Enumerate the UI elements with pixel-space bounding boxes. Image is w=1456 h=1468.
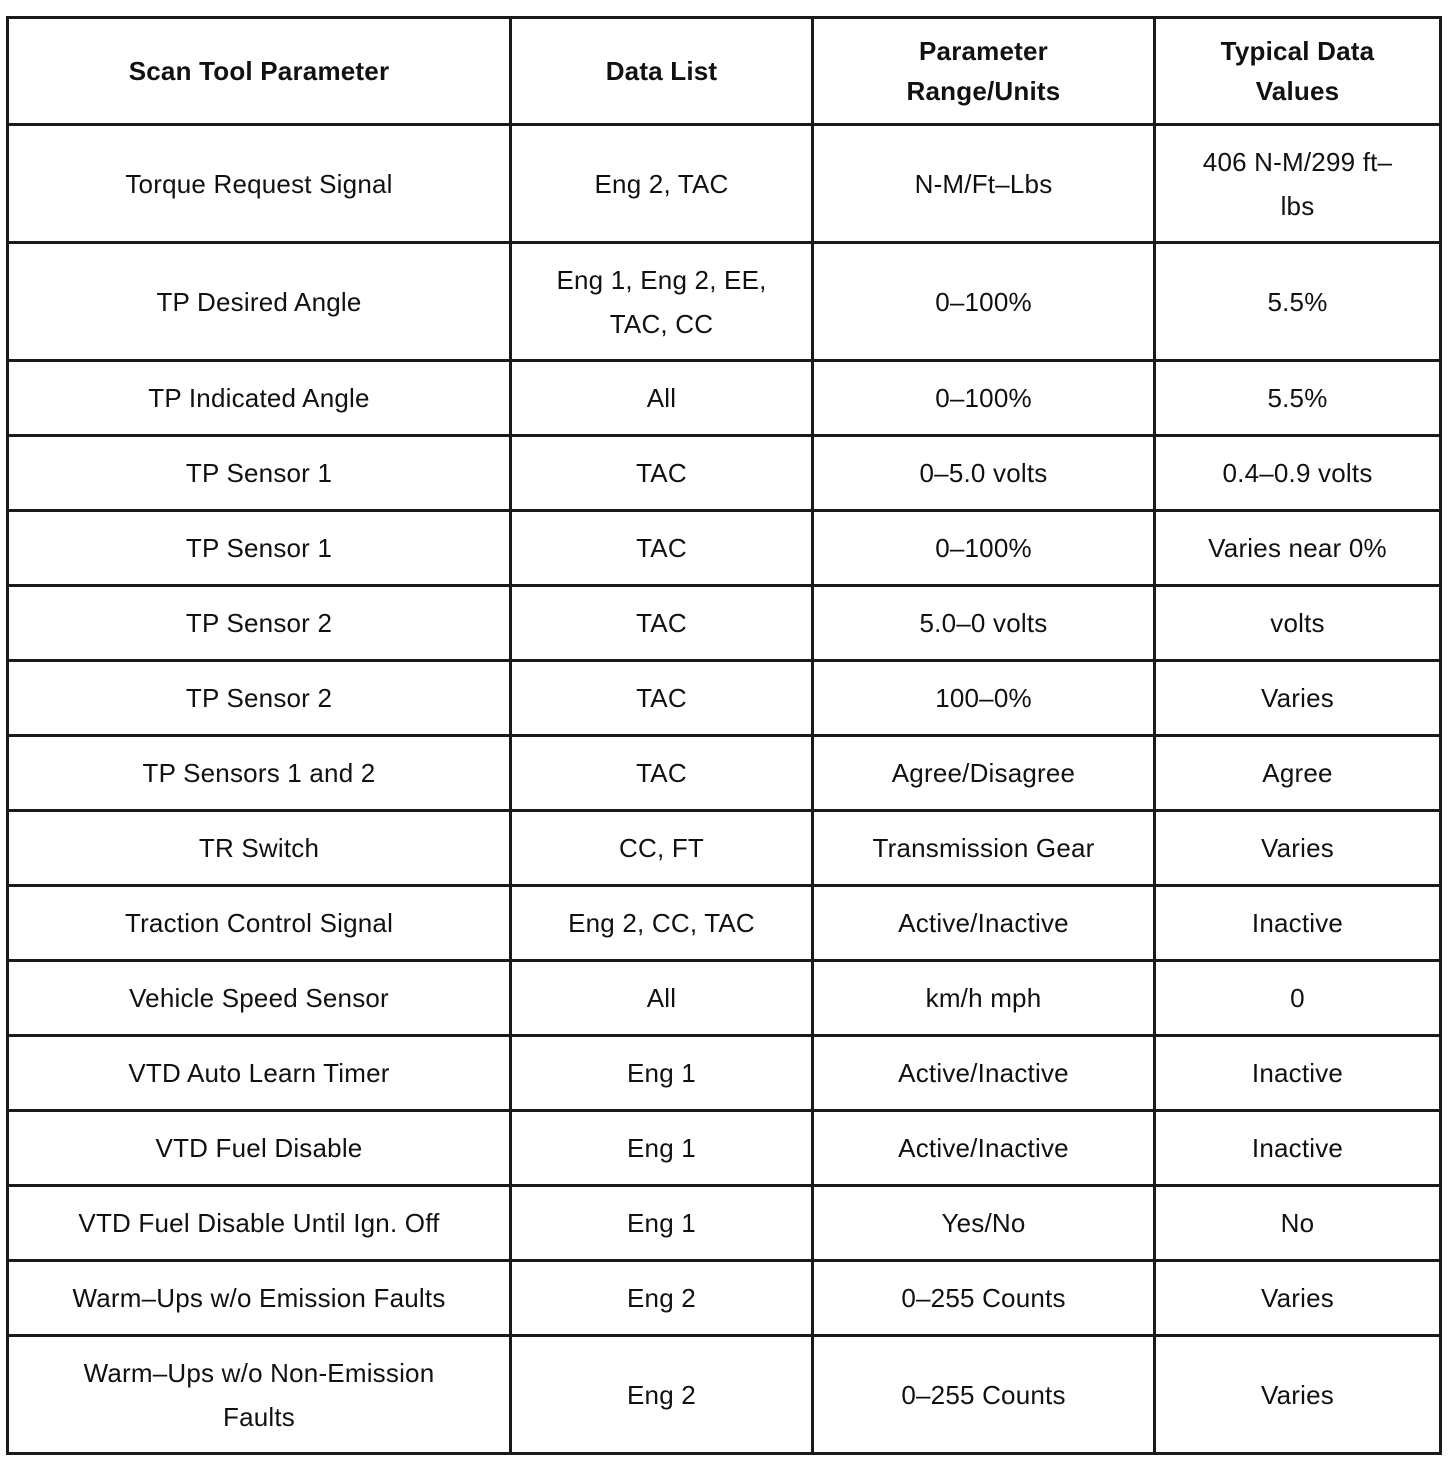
header-typical-data-values: Typical Data Values	[1155, 18, 1441, 125]
cell-parameter: VTD Auto Learn Timer	[8, 1036, 511, 1111]
cell-parameter: Vehicle Speed Sensor	[8, 961, 511, 1036]
cell-data-list: All	[511, 961, 813, 1036]
header-data-list: Data List	[511, 18, 813, 125]
cell-typical-values: Varies	[1155, 1336, 1441, 1454]
header-parameter-range-units: Parameter Range/Units	[813, 18, 1155, 125]
cell-parameter: TP Sensor 1	[8, 436, 511, 511]
table-row	[8, 1186, 1441, 1261]
header-row	[8, 18, 1441, 125]
cell-range-units: 0–100%	[813, 511, 1155, 586]
table-row	[8, 1111, 1441, 1186]
table-row	[8, 586, 1441, 661]
cell-typical-values: Varies	[1155, 1261, 1441, 1336]
cell-data-list: TAC	[511, 736, 813, 811]
cell-range-units: 0–255 Counts	[813, 1261, 1155, 1336]
cell-data-list: TAC	[511, 586, 813, 661]
cell-parameter: VTD Fuel Disable Until Ign. Off	[8, 1186, 511, 1261]
cell-typical-values: Inactive	[1155, 886, 1441, 961]
table-row	[8, 436, 1441, 511]
header-scan-tool-parameter: Scan Tool Parameter	[8, 18, 511, 125]
table-row	[8, 243, 1441, 361]
table-row	[8, 511, 1441, 586]
cell-range-units: km/h mph	[813, 961, 1155, 1036]
cell-typical-values: 0	[1155, 961, 1441, 1036]
table-row	[8, 736, 1441, 811]
cell-typical-values: Varies	[1155, 811, 1441, 886]
cell-data-list: Eng 1, Eng 2, EE, TAC, CC	[511, 243, 813, 361]
cell-typical-values: Varies	[1155, 661, 1441, 736]
scan-tool-parameter-table	[6, 16, 1442, 1455]
table-row	[8, 125, 1441, 243]
cell-typical-values: 406 N-M/299 ft–lbs	[1155, 125, 1441, 243]
cell-parameter: TP Sensor 1	[8, 511, 511, 586]
table-row	[8, 661, 1441, 736]
cell-parameter: TP Desired Angle	[8, 243, 511, 361]
cell-typical-values: Varies near 0%	[1155, 511, 1441, 586]
cell-data-list: Eng 2, TAC	[511, 125, 813, 243]
cell-typical-values: volts	[1155, 586, 1441, 661]
cell-parameter: TP Indicated Angle	[8, 361, 511, 436]
cell-data-list: TAC	[511, 511, 813, 586]
cell-parameter: TP Sensor 2	[8, 661, 511, 736]
cell-data-list: TAC	[511, 436, 813, 511]
cell-parameter: TR Switch	[8, 811, 511, 886]
cell-typical-values: Inactive	[1155, 1111, 1441, 1186]
table-row	[8, 1036, 1441, 1111]
cell-data-list: All	[511, 361, 813, 436]
cell-range-units: Active/Inactive	[813, 1111, 1155, 1186]
cell-data-list: Eng 2	[511, 1336, 813, 1454]
cell-range-units: 0–100%	[813, 243, 1155, 361]
cell-data-list: Eng 2, CC, TAC	[511, 886, 813, 961]
cell-parameter: Warm–Ups w/o Non-Emission Faults	[8, 1336, 511, 1454]
cell-range-units: Active/Inactive	[813, 886, 1155, 961]
table-row	[8, 886, 1441, 961]
cell-parameter: Warm–Ups w/o Emission Faults	[8, 1261, 511, 1336]
cell-range-units: 100–0%	[813, 661, 1155, 736]
cell-parameter: TP Sensors 1 and 2	[8, 736, 511, 811]
cell-data-list: Eng 2	[511, 1261, 813, 1336]
cell-parameter: Traction Control Signal	[8, 886, 511, 961]
cell-range-units: 0–100%	[813, 361, 1155, 436]
cell-parameter: TP Sensor 2	[8, 586, 511, 661]
cell-data-list: Eng 1	[511, 1186, 813, 1261]
cell-data-list: CC, FT	[511, 811, 813, 886]
table-row	[8, 1261, 1441, 1336]
cell-typical-values: Agree	[1155, 736, 1441, 811]
cell-typical-values: 5.5%	[1155, 243, 1441, 361]
cell-range-units: Agree/Disagree	[813, 736, 1155, 811]
cell-parameter: Torque Request Signal	[8, 125, 511, 243]
cell-parameter: VTD Fuel Disable	[8, 1111, 511, 1186]
table-row	[8, 811, 1441, 886]
cell-range-units: N-M/Ft–Lbs	[813, 125, 1155, 243]
table-row	[8, 361, 1441, 436]
cell-typical-values: 5.5%	[1155, 361, 1441, 436]
cell-range-units: Transmission Gear	[813, 811, 1155, 886]
cell-data-list: Eng 1	[511, 1111, 813, 1186]
cell-typical-values: 0.4–0.9 volts	[1155, 436, 1441, 511]
cell-data-list: Eng 1	[511, 1036, 813, 1111]
cell-typical-values: No	[1155, 1186, 1441, 1261]
cell-data-list: TAC	[511, 661, 813, 736]
table-row	[8, 961, 1441, 1036]
cell-range-units: 0–5.0 volts	[813, 436, 1155, 511]
cell-range-units: Yes/No	[813, 1186, 1155, 1261]
table-row	[8, 1336, 1441, 1454]
cell-range-units: 5.0–0 volts	[813, 586, 1155, 661]
cell-range-units: Active/Inactive	[813, 1036, 1155, 1111]
cell-range-units: 0–255 Counts	[813, 1336, 1155, 1454]
cell-typical-values: Inactive	[1155, 1036, 1441, 1111]
